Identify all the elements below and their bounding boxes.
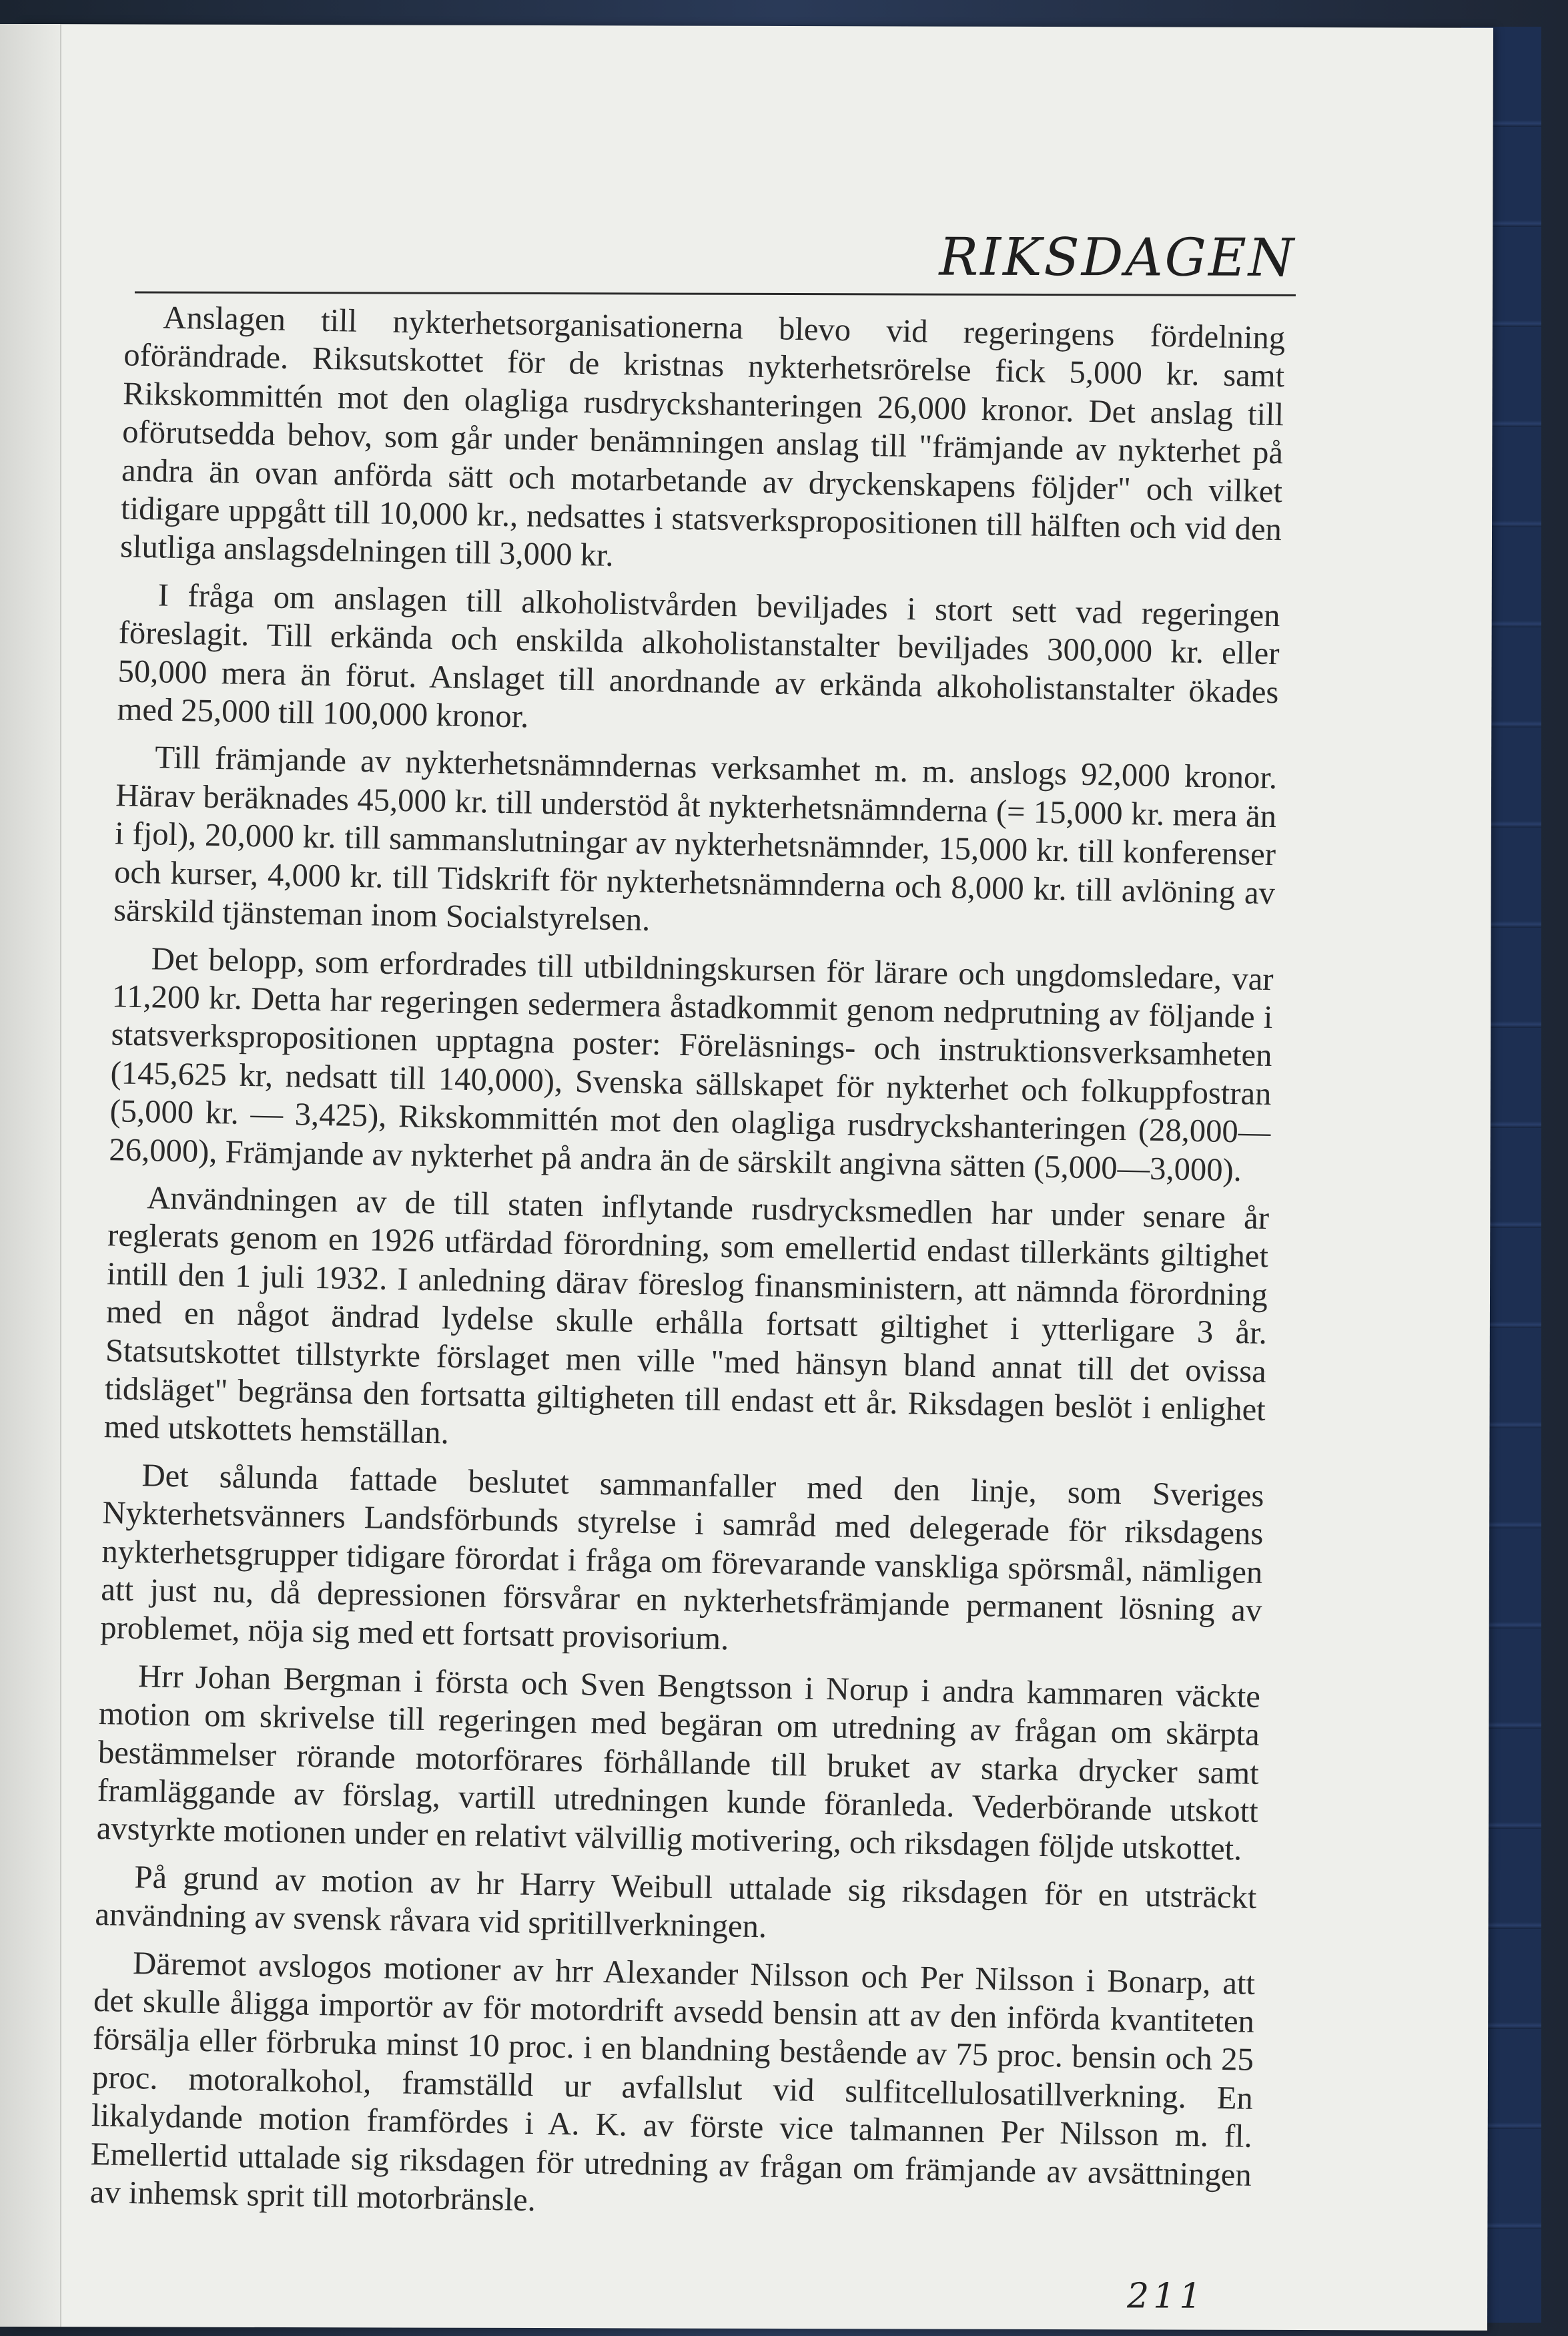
running-title: RIKSDAGEN xyxy=(939,227,1296,289)
page-number: 211 xyxy=(1127,2276,1206,2317)
facing-page-edge xyxy=(0,24,61,2327)
paragraph: Däremot avslogos motioner av hrr Alexander Nilsson och Per Nilsson i Bonarp, att det skulle åligga importör av för motordrift avsedd bensin att av den införda kvantiteten försälja eller förbruka minst 10 proc. i en blandning bestående av 75 proc. bensin och 25 proc. motoralkohol, framställd ur avfallslut vid sulfitcellulosatillverkning. En likalydande motion framfördes i A. K. av förste vice talmannen Per Nilsson m. fl. Emellertid uttalade sig riksdagen för utredning av frågan om främjande av avsättningen av inhemsk sprit till motorbränsle. xyxy=(89,1944,1256,2219)
paragraph: Hrr Johan Bergman i första och Sven Bengtsson i Norup i andra kammaren väckte motion om skrivelse till regeringen med begäran om utredning av frågan om skärpta bestämmelser rörande motorförares förhållande till bruket av starka drycker samt framläggande av förslag, vartill utredningen kunde föranleda. Vederbörande utskott avstyrkte motionen under en relativt välvillig motivering, och riksdagen följde utskottet. xyxy=(96,1657,1261,1867)
paragraph: Det sålunda fattade beslutet sammanfaller med den linje, som Sveriges Nykterhetsvänners Landsförbunds styrelse i samråd med delegerade för riksdagens nykterhetsgrupper tidigare förordat i fråga om förevarande vanskliga spörsmål, nämligen att just nu, då depressionen försvårar en nykterhetsfrämjande permanent lösning av problemet, nöja sig med ett fortsatt provisorium. xyxy=(99,1456,1264,1657)
paragraph: I fråga om anslagen till alkoholistvården beviljades i stort sett vad regeringen föreslagit. Till erkända och enskilda alkoholistanstalter beviljades 300,000 kr. eller 50,000 mera än förut. Anslaget till anordnande av erkända alkoholistanstalter ökades med 25,000 till 100,000 kronor. xyxy=(117,577,1280,735)
paragraph: På grund av motion av hr Harry Weibull uttalade sig riksdagen för en utsträckt användning av svensk råvara vid spritillverkningen. xyxy=(95,1858,1257,1945)
paragraph: Anslagen till nykterhetsorganisationerna blevo vid regeringens fördelning oförändrade. Riksutskottet för de kristnas nykterhetsrörelse fick 5,000 kr. samt Rikskommittén mot den olagliga rusdryckshanteringen 26,000 kronor. Det anslag till oförutsedda behov, som går under benämningen anslag till "främjande av nykterhet på andra än ovan anförda sätt och motarbetande av dryckenskapens följder" och vilket tidigare uppgått till 10,000 kr., nedsattes i statsverkspropositionen till hälften och vid den slutliga anslagsdelningen till 3,000 kr. xyxy=(119,299,1286,574)
page-header xyxy=(135,214,1296,298)
paragraph: Till främjande av nykterhetsnämndernas verksamhet m. m. anslogs 92,000 kronor. Härav beräknades 45,000 kr. till understöd åt nykterhetsnämnderna (= 15,000 kr. mera än i fjol), 20,000 kr. till sammanslutningar av nykterhetsnämnder, 15,000 kr. till konferenser och kurser, 4,000 kr. till Tidskrift för nykterhetsnämnderna och 8,000 kr. till avlöning av särskild tjänsteman inom Socialstyrelsen. xyxy=(113,739,1278,938)
paragraph: Det belopp, som erfordrades till utbildningskursen för lärare och ungdomsledare, var 11,200 kr. Detta har regeringen sedermera åstadkommit genom nedprutning av följande i statsverkspropositionen upptagna poster: Föreläsnings- och instruktionsverksamheten (145,625 kr, nedsatt till 140,000), Svenska sällskapet för nykterhet och folkuppfostran (5,000 kr. — 3,425), Rikskommittén mot den olagliga rusdryckshanteringen (28,000—26,000), Främjande av nykterhet på andra än de särskilt angivna sätten (5,000—3,000). xyxy=(109,940,1274,1188)
header-rule xyxy=(135,291,1296,296)
body-text xyxy=(89,298,1285,2233)
paragraph: Användningen av de till staten inflytande rusdrycksmedlen har under senare år reglerats genom en 1926 utfärdad förordning, som emellertid endast tillerkänts giltighet intill den 1 juli 1932. I anledning därav föreslog finansministern, att nämnda förordning med en något ändrad lydelse skulle erhålla fortsatt giltighet i ytterligare 3 år. Statsutskottet tillstyrkte förslaget men ville "med hänsyn bland annat till det ovissa tidsläget" begränsa den fortsatta giltigheten till endast ett år. Riksdagen beslöt i enlighet med utskottets hemställan. xyxy=(103,1179,1270,1451)
book-page xyxy=(13,24,1493,2331)
